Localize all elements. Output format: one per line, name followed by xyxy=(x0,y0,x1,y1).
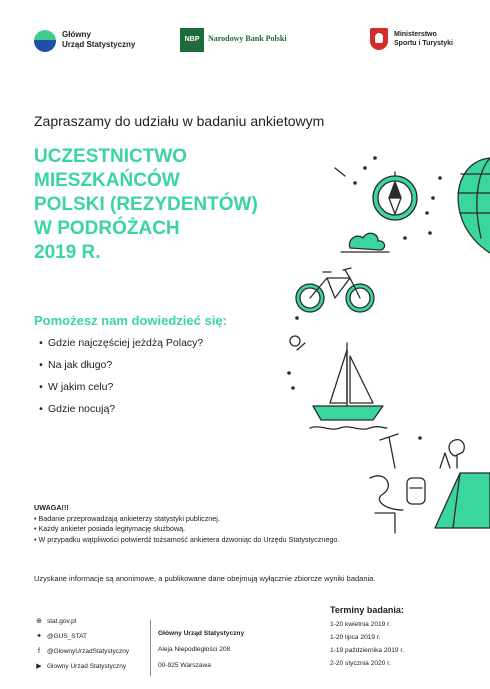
survey-date: 1-19 października 2019 r. xyxy=(330,647,405,654)
address-city: 00-925 Warszawa xyxy=(158,662,211,669)
survey-dates xyxy=(330,602,470,670)
msit-logo-line2: Sportu i Turystyki xyxy=(394,40,453,47)
address-block xyxy=(158,628,288,676)
pickaxe-icon xyxy=(380,434,398,468)
question-item: • Gdzie nocują? xyxy=(39,403,116,415)
questions-heading: Pomożesz nam dowiedzieć się: xyxy=(34,313,227,328)
backpack-icon xyxy=(407,478,425,504)
question-item: • Gdzie najczęściej jeżdżą Polacy? xyxy=(39,337,204,349)
address-org: Główny Urząd Statystyczny xyxy=(158,630,245,637)
survey-date: 1-20 lipca 2019 r. xyxy=(330,634,381,641)
warning-item: • Każdy ankieter posiada legitymację służbową. xyxy=(34,524,186,533)
gus-logo-icon xyxy=(34,30,56,52)
youtube-icon: ▶ xyxy=(36,663,42,670)
survey-date: 1-20 kwietnia 2019 r. xyxy=(330,621,391,628)
survey-dates-heading: Terminy badania: xyxy=(330,605,404,615)
warning-box xyxy=(34,503,454,545)
title-line: 2019 R. xyxy=(34,242,101,263)
address-street: Aleja Niepodległości 208 xyxy=(158,646,231,653)
facebook-icon: f xyxy=(38,648,40,655)
travel-illustration xyxy=(255,138,490,538)
social-links xyxy=(34,614,144,674)
warning-item: • Badanie przeprowadzają ankieterzy statystyki publicznej. xyxy=(34,513,220,523)
social-link-website[interactable]: ⊕ stat.gov.pl xyxy=(34,614,144,629)
bicycle-icon xyxy=(296,268,374,312)
questions-list xyxy=(34,332,274,420)
warning-heading: UWAGA!!! xyxy=(34,503,69,512)
eagle-emblem-icon xyxy=(370,28,388,50)
anonymity-note: Uzyskane informacje są anonimowe, a publikowane dane obejmują wyłącznie zbiorcze wyniki badania. xyxy=(34,574,376,583)
social-link-twitter[interactable]: ✦ @GUS_STAT xyxy=(34,629,144,644)
social-link-facebook[interactable]: f @GlownyUrzadStatystyczny xyxy=(34,644,144,659)
globe-icon: ⊕ xyxy=(36,618,42,625)
nbp-logo xyxy=(180,28,310,56)
gus-logo-line1: Główny xyxy=(62,30,91,39)
leaf-mark xyxy=(335,168,345,176)
gus-logo xyxy=(34,28,154,60)
sailboat-icon xyxy=(290,336,387,429)
warning-item: • W przypadku wątpliwości potwierdź tożsamość ankietera dzwoniąc do Urzędu Statystycznego. xyxy=(34,534,340,544)
hot-air-balloon-icon xyxy=(458,158,490,253)
intro-text: Zapraszamy do udziału w badaniu ankietowym xyxy=(34,113,325,129)
footer-divider xyxy=(150,620,151,676)
survey-date: 2-20 stycznia 2020 r. xyxy=(330,660,391,667)
question-item: • Na jak długo? xyxy=(39,359,113,371)
msit-logo xyxy=(370,28,470,58)
nbp-logo-abbr: NBP xyxy=(180,28,204,52)
compass-icon xyxy=(373,172,417,220)
social-link-youtube[interactable]: ▶ Glowny Urzad Statystyczny xyxy=(34,659,144,674)
cloud-icon xyxy=(341,233,389,252)
twitter-icon: ✦ xyxy=(36,633,42,640)
gus-logo-line2: Urząd Statystyczny xyxy=(62,40,136,49)
nbp-logo-name: Narodowy Bank Polski xyxy=(208,34,287,43)
title-line: POLSKI (REZYDENTÓW) xyxy=(34,194,258,215)
msit-logo-line1: Ministerstwo xyxy=(394,31,437,38)
question-item: • W jakim celu? xyxy=(39,381,114,393)
title-line: W PODRÓŻACH xyxy=(34,218,180,239)
title-line: UCZESTNICTWO MIESZKAŃCÓW xyxy=(34,146,188,191)
trees-icon xyxy=(440,440,464,468)
